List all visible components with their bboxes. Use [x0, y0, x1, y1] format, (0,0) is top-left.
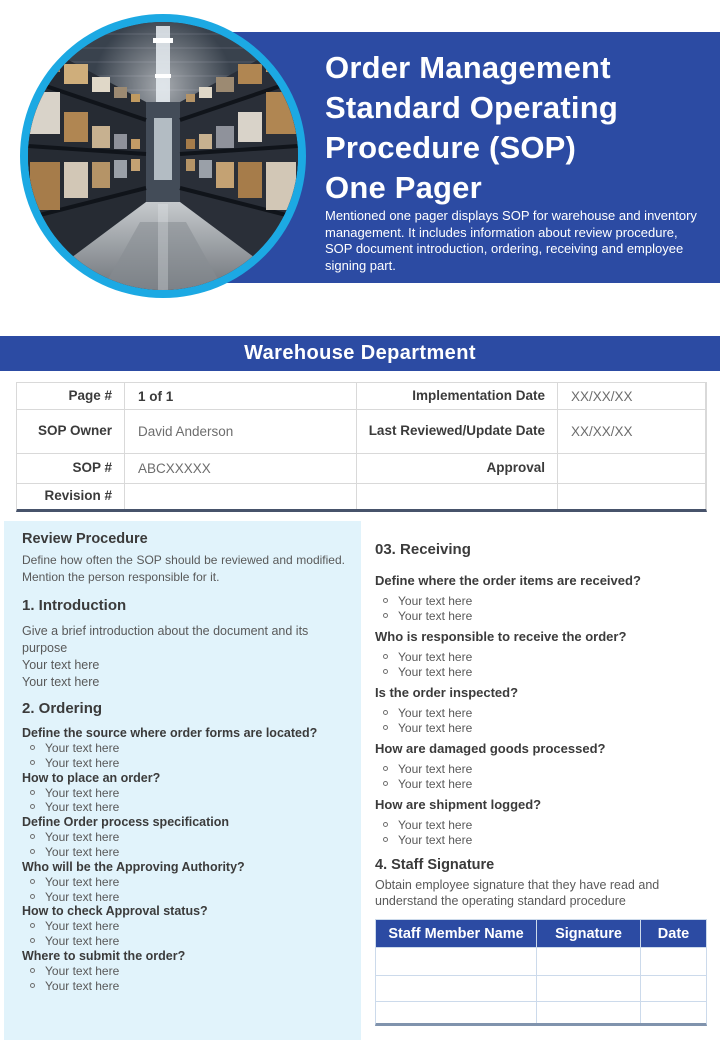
bullet-item: Your text here [22, 786, 345, 801]
question: How are shipment logged? [375, 797, 542, 812]
bullet-list [375, 762, 707, 791]
bullet-list [375, 706, 707, 735]
page-title-line: One Pager [325, 170, 482, 205]
bullet-list [22, 919, 345, 949]
bullet-icon [30, 745, 35, 750]
department-banner: Warehouse Department [0, 336, 720, 371]
bullet-icon [383, 710, 388, 715]
bullet-list [22, 786, 345, 816]
bullet-item: Your text here [375, 594, 707, 609]
warehouse-photo [28, 22, 298, 290]
qa-block [375, 797, 707, 847]
bullet-icon [30, 879, 35, 884]
question: Who will be the Approving Authority? [22, 859, 245, 874]
bullet-item: Your text here [22, 934, 345, 949]
bullet-icon [30, 834, 35, 839]
info-value [558, 484, 705, 509]
qa-block [22, 726, 345, 771]
qa-block [22, 949, 345, 994]
info-value: XX/XX/XX [558, 410, 705, 453]
bullet-icon [383, 837, 388, 842]
info-value: 1 of 1 [125, 383, 356, 409]
question: How are damaged goods processed? [375, 741, 606, 756]
bullet-item: Your text here [375, 721, 707, 736]
info-label: SOP Owner [17, 410, 124, 453]
question: Define the source where order forms are located? [22, 726, 318, 740]
bullet-item: Your text here [22, 890, 345, 905]
introduction-line: Your text here [22, 675, 100, 689]
introduction-body [22, 623, 345, 691]
bullet-icon [383, 781, 388, 786]
review-procedure-heading: Review Procedure [22, 531, 148, 547]
bullet-icon [30, 894, 35, 899]
signature-col-header: Date [641, 920, 706, 947]
bullet-icon [383, 766, 388, 771]
bullet-list [375, 650, 707, 679]
bullet-list [22, 964, 345, 994]
question: How to place an order? [22, 770, 161, 785]
signature-cell [376, 1002, 536, 1023]
qa-block [375, 573, 707, 623]
bullet-item: Your text here [22, 919, 345, 934]
right-column [375, 535, 707, 1026]
info-label: SOP # [17, 454, 124, 483]
signature-cell [641, 976, 706, 1001]
info-value: XX/XX/XX [558, 383, 705, 409]
bullet-item: Your text here [22, 756, 345, 771]
bullet-item: Your text here [375, 777, 707, 792]
bullet-item: Your text here [375, 650, 707, 665]
bullet-icon [30, 790, 35, 795]
page-title-line: Order Management [325, 50, 611, 85]
bullet-list [22, 875, 345, 905]
page-title-line: Procedure (SOP) [325, 130, 577, 165]
signature-col-header: Signature [537, 920, 640, 947]
bullet-item: Your text here [22, 741, 345, 756]
bullet-list [22, 830, 345, 860]
bullet-item: Your text here [22, 845, 345, 860]
ordering-heading: 2. Ordering [22, 700, 103, 717]
staff-signature-heading: 4. Staff Signature [375, 857, 495, 873]
bullet-list [375, 818, 707, 847]
signature-col-header: Staff Member Name [376, 920, 536, 947]
bullet-item: Your text here [22, 800, 345, 815]
bullet-item: Your text here [375, 833, 707, 848]
bullet-icon [30, 849, 35, 854]
qa-block [22, 904, 345, 949]
review-procedure-body: Define how often the SOP should be reviewed and modified. Mention the person responsible for it. [22, 553, 345, 584]
bullet-icon [383, 725, 388, 730]
bullet-icon [383, 654, 388, 659]
bullet-icon [383, 669, 388, 674]
staff-signature-body: Obtain employee signature that they have read and understand the operating standard procedure [375, 878, 660, 908]
bullet-icon [383, 822, 388, 827]
page-title [325, 48, 618, 208]
signature-cell [641, 948, 706, 975]
bullet-icon [30, 804, 35, 809]
bullet-item: Your text here [375, 818, 707, 833]
qa-block [22, 815, 345, 860]
signature-cell [376, 976, 536, 1001]
signature-table [375, 919, 707, 1026]
question: Where to submit the order? [22, 948, 186, 963]
question: Is the order inspected? [375, 685, 519, 700]
hero-description: Mentioned one pager displays SOP for warehouse and inventory management. It includes information about review procedure, SOP document introduction, ordering, receiving and employee signing part. [325, 208, 697, 273]
signature-cell [537, 976, 640, 1001]
bullet-icon [30, 983, 35, 988]
page-title-line: Standard Operating [325, 90, 618, 125]
bullet-list [375, 594, 707, 623]
bullet-icon [30, 968, 35, 973]
question: Define Order process specification [22, 815, 230, 830]
bullet-item: Your text here [375, 665, 707, 680]
photo-ring [20, 14, 306, 298]
qa-block [375, 685, 707, 735]
info-label: Approval [357, 454, 557, 483]
qa-block [375, 629, 707, 679]
question: Define where the order items are received? [375, 573, 641, 588]
bullet-list [22, 741, 345, 771]
bullet-icon [383, 598, 388, 603]
info-label: Implementation Date [357, 383, 557, 409]
bullet-icon [30, 760, 35, 765]
bullet-item: Your text here [22, 979, 345, 994]
bullet-item: Your text here [375, 762, 707, 777]
introduction-line: Give a brief introduction about the document and its purpose [22, 624, 309, 655]
introduction-heading: 1. Introduction [22, 597, 127, 614]
info-label: Revision # [17, 484, 124, 509]
question: How to check Approval status? [22, 904, 208, 919]
info-value [125, 484, 356, 509]
info-value: ABCXXXXX [125, 454, 356, 483]
info-value: David Anderson [125, 410, 356, 453]
signature-cell [537, 948, 640, 975]
bullet-item: Your text here [375, 706, 707, 721]
bullet-item: Your text here [22, 830, 345, 845]
introduction-line: Your text here [22, 658, 100, 672]
info-table [16, 382, 707, 512]
question: Who is responsible to receive the order? [375, 629, 627, 644]
qa-block [22, 771, 345, 816]
signature-cell [376, 948, 536, 975]
bullet-item: Your text here [22, 964, 345, 979]
qa-block [375, 741, 707, 791]
signature-cell [641, 1002, 706, 1023]
qa-block [22, 860, 345, 905]
bullet-item: Your text here [375, 609, 707, 624]
info-value [558, 454, 705, 483]
info-label [357, 484, 557, 509]
bullet-icon [30, 923, 35, 928]
bullet-icon [30, 938, 35, 943]
info-label: Page # [17, 383, 124, 409]
bullet-item: Your text here [22, 875, 345, 890]
info-label: Last Reviewed/Update Date [357, 410, 557, 453]
receiving-heading: 03. Receiving [375, 541, 471, 558]
signature-cell [537, 1002, 640, 1023]
left-panel [4, 521, 361, 1040]
bullet-icon [383, 613, 388, 618]
